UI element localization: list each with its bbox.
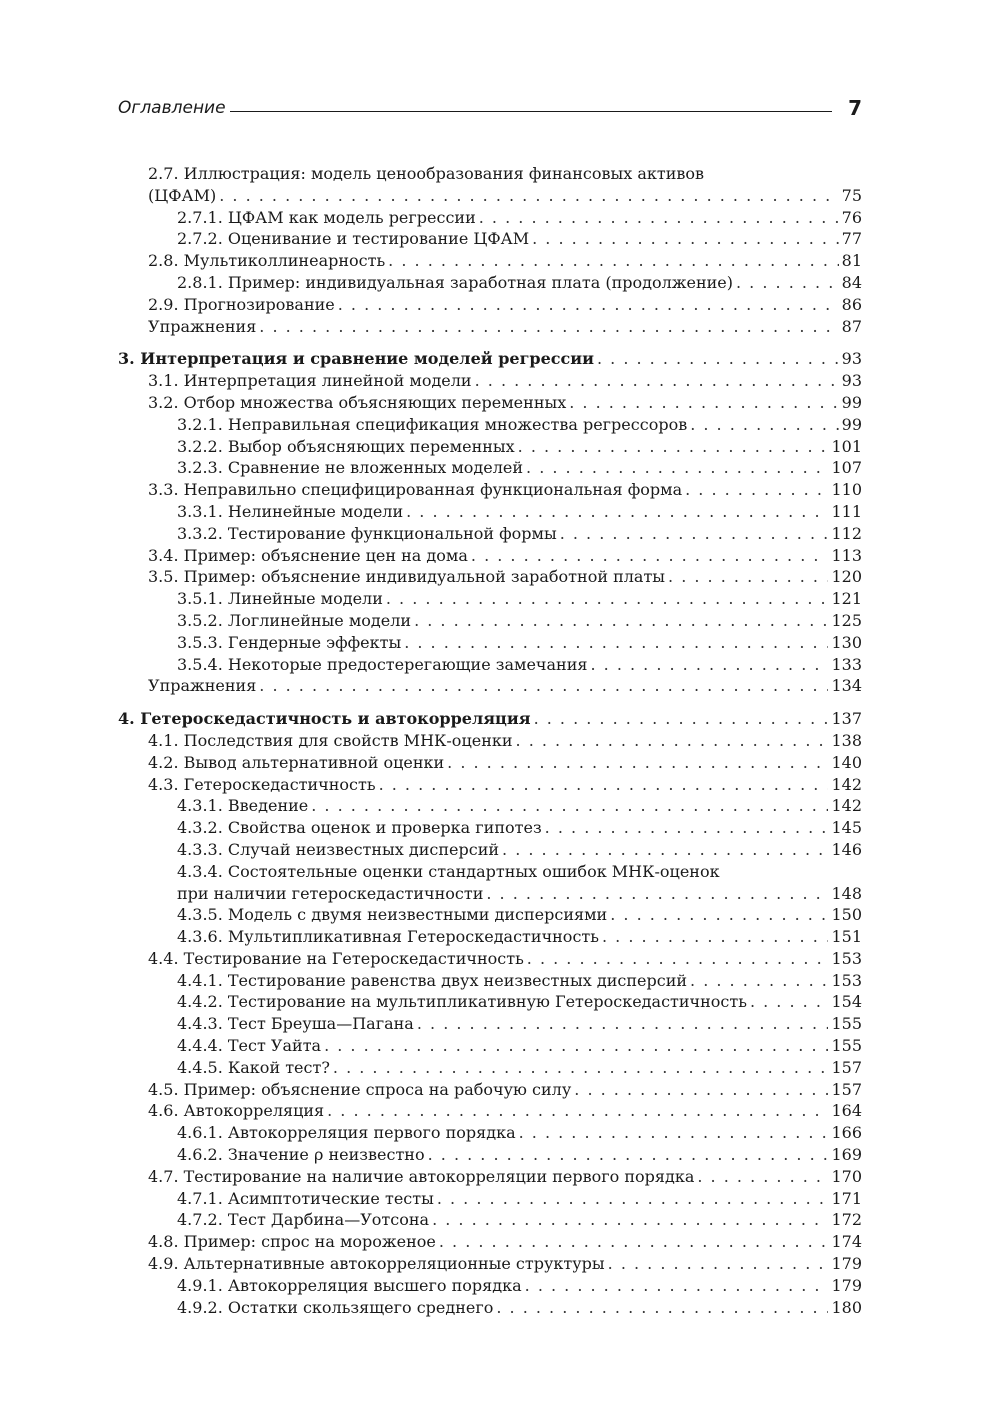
- toc-entry-page: 133: [831, 654, 862, 674]
- toc-entry[interactable]: [118, 228, 862, 250]
- header-rule: [226, 111, 832, 112]
- toc-entry-page: 153: [831, 970, 862, 990]
- toc-entry-title: 2.8. Мультиколлинеарность: [148, 251, 386, 271]
- toc-entry-page: 75: [841, 185, 862, 205]
- toc-entry-title: 4.6.1. Автокорреляция первого порядка: [177, 1123, 516, 1143]
- dot-leader: [668, 566, 828, 588]
- dot-leader: [386, 588, 829, 610]
- dot-leader: [690, 970, 828, 992]
- table-of-contents: [118, 163, 862, 1318]
- toc-entry-page: 164: [831, 1101, 862, 1121]
- toc-entry-page: 76: [841, 207, 862, 227]
- dot-leader: [690, 414, 838, 436]
- toc-entry-page: 150: [831, 905, 862, 925]
- dot-leader: [447, 752, 828, 774]
- toc-entry-page: 155: [831, 1014, 862, 1034]
- toc-entry-title: 4.4.5. Какой тест?: [177, 1057, 330, 1077]
- toc-entry[interactable]: [118, 1057, 862, 1079]
- toc-entry-title: 4.4.1. Тестирование равенства двух неизвестных дисперсий: [177, 970, 688, 990]
- dot-leader: [518, 436, 829, 458]
- toc-entry[interactable]: [118, 1035, 862, 1057]
- toc-entry-page: 86: [841, 294, 862, 314]
- dot-leader: [388, 250, 838, 272]
- dot-leader: [404, 632, 828, 654]
- toc-entry-title: 3.2.1. Неправильная спецификация множества регрессоров: [177, 414, 688, 434]
- toc-entry-title: 4.3.4. Состоятельные оценки стандартных ошибок МНК-оценок: [177, 861, 720, 881]
- toc-entry[interactable]: [118, 1231, 862, 1253]
- toc-entry-title: 4.7.1. Асимптотические тесты: [177, 1188, 434, 1208]
- toc-entry[interactable]: [118, 904, 862, 926]
- toc-entry[interactable]: [118, 1079, 862, 1101]
- dot-leader: [519, 1122, 829, 1144]
- toc-entry-page: 148: [831, 883, 862, 903]
- dot-leader: [439, 1231, 829, 1253]
- toc-entry[interactable]: [118, 1209, 862, 1231]
- toc-entry-page: 125: [831, 610, 862, 630]
- toc-entry-page: 174: [831, 1232, 862, 1252]
- toc-entry[interactable]: [118, 163, 862, 185]
- dot-leader: [496, 1297, 828, 1319]
- toc-entry-page: 145: [831, 818, 862, 838]
- toc-entry-title: 3.1. Интерпретация линейной модели: [148, 371, 472, 391]
- dot-leader: [428, 1144, 829, 1166]
- dot-leader: [338, 294, 839, 316]
- toc-entry-title: 2.7.2. Оценивание и тестирование ЦФАМ: [177, 229, 530, 249]
- dot-leader: [736, 272, 839, 294]
- toc-entry-title: 4.9.2. Остатки скользящего среднего: [177, 1297, 494, 1317]
- toc-entry-title: 3.5.4. Некоторые предостерегающие замечания: [177, 654, 588, 674]
- dot-leader: [259, 675, 828, 697]
- toc-entry[interactable]: [118, 566, 862, 588]
- dot-leader: [414, 610, 828, 632]
- dot-leader: [219, 185, 838, 207]
- toc-entry-title: 4.3.2. Свойства оценок и проверка гипотез: [177, 818, 542, 838]
- dot-leader: [379, 774, 829, 796]
- toc-entry-page: 93: [841, 371, 862, 391]
- toc-entry[interactable]: [118, 883, 862, 905]
- dot-leader: [479, 207, 839, 229]
- toc-entry[interactable]: [118, 545, 862, 567]
- toc-entry[interactable]: [118, 1297, 862, 1319]
- toc-entry[interactable]: [118, 207, 862, 229]
- toc-entry-title: при наличии гетероскедастичности: [177, 883, 484, 903]
- dot-leader: [610, 904, 828, 926]
- toc-entry-page: 142: [831, 796, 862, 816]
- toc-entry[interactable]: [118, 861, 862, 883]
- toc-entry[interactable]: [118, 185, 862, 207]
- toc-entry-title: 4.8. Пример: спрос на мороженое: [148, 1232, 436, 1252]
- toc-entry[interactable]: [118, 479, 862, 501]
- toc-entry-title: 3.5.3. Гендерные эффекты: [177, 632, 402, 652]
- dot-leader: [527, 948, 829, 970]
- toc-entry[interactable]: [118, 1122, 862, 1144]
- toc-entry-page: 99: [841, 414, 862, 434]
- dot-leader: [569, 392, 838, 414]
- toc-entry-title: 4.3.1. Введение: [177, 796, 309, 816]
- toc-entry[interactable]: [118, 795, 862, 817]
- toc-entry-page: 130: [831, 632, 862, 652]
- dot-leader: [525, 1275, 829, 1297]
- dot-leader: [311, 795, 828, 817]
- dot-leader: [750, 991, 829, 1013]
- dot-leader: [602, 926, 828, 948]
- toc-entry-title: 2.9. Прогнозирование: [148, 294, 335, 314]
- toc-entry-page: 111: [831, 501, 862, 521]
- toc-entry-title: Упражнения: [148, 316, 257, 336]
- toc-entry[interactable]: [118, 730, 862, 752]
- toc-entry[interactable]: [118, 1166, 862, 1188]
- dot-leader: [574, 1079, 828, 1101]
- toc-entry-title: 4.4.3. Тест Бреуша—Пагана: [177, 1014, 414, 1034]
- toc-entry-page: 171: [831, 1188, 862, 1208]
- dot-leader: [327, 1100, 828, 1122]
- toc-entry-title: 3.5.2. Логлинейные модели: [177, 610, 412, 630]
- dot-leader: [545, 817, 829, 839]
- toc-entry[interactable]: [118, 250, 862, 272]
- toc-entry-page: 142: [831, 774, 862, 794]
- toc-entry-page: 157: [831, 1079, 862, 1099]
- toc-entry[interactable]: [118, 1100, 862, 1122]
- toc-entry-page: 101: [831, 436, 862, 456]
- toc-entry-page: 110: [831, 480, 862, 500]
- toc-entry-page: 77: [841, 229, 862, 249]
- toc-entry-title: 4.7. Тестирование на наличие автокорреляции первого порядка: [148, 1166, 695, 1186]
- dot-leader: [526, 457, 828, 479]
- dot-leader: [597, 348, 839, 370]
- toc-chapter-entry[interactable]: [118, 708, 862, 730]
- toc-entry-title: (ЦФАМ): [148, 185, 217, 205]
- dot-leader: [471, 545, 829, 567]
- toc-entry-title: 4.3.5. Модель с двумя неизвестными дисперсиями: [177, 905, 608, 925]
- toc-entry-title: 3.2.3. Сравнение не вложенных моделей: [177, 458, 524, 478]
- toc-entry-page: 87: [841, 316, 862, 336]
- toc-entry-title: 3.3. Неправильно специфицированная функциональная форма: [148, 480, 683, 500]
- toc-entry-title: 4.4.4. Тест Уайта: [177, 1036, 322, 1056]
- toc-entry[interactable]: [118, 392, 862, 414]
- toc-entry-page: 179: [831, 1275, 862, 1295]
- dot-leader: [502, 839, 828, 861]
- toc-entry[interactable]: [118, 272, 862, 294]
- toc-entry[interactable]: [118, 1144, 862, 1166]
- toc-entry-page: 140: [831, 752, 862, 772]
- page-number: 7: [848, 96, 862, 120]
- toc-entry-page: 112: [831, 523, 862, 543]
- dot-leader: [608, 1253, 829, 1275]
- toc-entry-page: 93: [841, 349, 862, 369]
- toc-entry[interactable]: [118, 948, 862, 970]
- dot-leader: [432, 1209, 828, 1231]
- toc-entry-page: 169: [831, 1145, 862, 1165]
- toc-entry[interactable]: [118, 839, 862, 861]
- toc-entry-title: 2.7. Иллюстрация: модель ценообразования финансовых активов: [148, 164, 705, 183]
- dot-leader: [333, 1057, 829, 1079]
- dot-leader: [406, 501, 828, 523]
- dot-leader: [560, 523, 829, 545]
- toc-entry-page: 84: [841, 272, 862, 292]
- toc-entry-title: 4. Гетероскедастичность и автокорреляция: [118, 709, 531, 729]
- toc-entry-title: 3.5. Пример: объяснение индивидуальной заработной платы: [148, 567, 666, 587]
- toc-entry-page: 146: [831, 839, 862, 859]
- toc-entry-page: 134: [831, 676, 862, 696]
- dot-leader: [697, 1166, 828, 1188]
- toc-entry[interactable]: [118, 774, 862, 796]
- toc-entry-page: 154: [831, 992, 862, 1012]
- toc-entry-title: 4.2. Вывод альтернативной оценки: [148, 752, 445, 772]
- toc-entry-page: 153: [831, 948, 862, 968]
- toc-entry-page: 137: [831, 709, 862, 729]
- toc-entry[interactable]: [118, 675, 862, 697]
- toc-entry-title: 3.5.1. Линейные модели: [177, 589, 383, 609]
- toc-entry-page: 179: [831, 1254, 862, 1274]
- toc-entry-title: 4.1. Последствия для свойств МНК-оценки: [148, 730, 513, 750]
- toc-entry-page: 113: [831, 545, 862, 565]
- toc-entry-title: Упражнения: [148, 676, 257, 696]
- toc-entry-title: 4.4. Тестирование на Гетероскедастичность: [148, 948, 524, 968]
- toc-entry-page: 151: [831, 927, 862, 947]
- toc-entry[interactable]: [118, 610, 862, 632]
- toc-entry[interactable]: [118, 817, 862, 839]
- toc-entry-page: 180: [831, 1297, 862, 1317]
- toc-entry[interactable]: [118, 1188, 862, 1210]
- toc-entry-page: 107: [831, 458, 862, 478]
- dot-leader: [437, 1188, 829, 1210]
- dot-leader: [534, 708, 829, 730]
- dot-leader: [516, 730, 829, 752]
- toc-entry[interactable]: [118, 294, 862, 316]
- dot-leader: [324, 1035, 828, 1057]
- toc-entry-page: 120: [831, 567, 862, 587]
- toc-entry[interactable]: [118, 523, 862, 545]
- toc-entry-title: 4.6.2. Значение ρ неизвестно: [177, 1145, 425, 1165]
- toc-entry[interactable]: [118, 501, 862, 523]
- toc-entry[interactable]: [118, 632, 862, 654]
- toc-entry[interactable]: [118, 457, 862, 479]
- toc-entry-title: 3.3.2. Тестирование функциональной формы: [177, 523, 557, 543]
- toc-entry[interactable]: [118, 926, 862, 948]
- toc-entry-title: 4.5. Пример: объяснение спроса на рабочую силу: [148, 1079, 572, 1099]
- toc-entry-page: 166: [831, 1123, 862, 1143]
- toc-entry[interactable]: [118, 1013, 862, 1035]
- toc-entry-page: 172: [831, 1210, 862, 1230]
- toc-entry-title: 4.3.3. Случай неизвестных дисперсий: [177, 839, 500, 859]
- dot-leader: [590, 654, 828, 676]
- toc-entry-title: 3.4. Пример: объяснение цен на дома: [148, 545, 468, 565]
- toc-entry-title: 3.2. Отбор множества объясняющих переменных: [148, 392, 567, 412]
- dot-leader: [417, 1013, 829, 1035]
- dot-leader: [486, 883, 828, 905]
- toc-entry-page: 121: [831, 589, 862, 609]
- toc-entry-page: 170: [831, 1166, 862, 1186]
- toc-entry-title: 4.9.1. Автокорреляция высшего порядка: [177, 1275, 522, 1295]
- toc-entry-page: 155: [831, 1036, 862, 1056]
- toc-entry-title: 2.8.1. Пример: индивидуальная заработная плата (продолжение): [177, 272, 733, 292]
- toc-entry[interactable]: [118, 414, 862, 436]
- toc-entry-title: 4.3.6. Мультипликативная Гетероскедастичность: [177, 927, 599, 947]
- toc-entry-title: 3.2.2. Выбор объясняющих переменных: [177, 436, 515, 456]
- toc-entry-page: 99: [841, 392, 862, 412]
- toc-entry-page: 157: [831, 1057, 862, 1077]
- toc-entry[interactable]: [118, 752, 862, 774]
- dot-leader: [685, 479, 828, 501]
- toc-entry-page: 81: [841, 251, 862, 271]
- toc-entry-title: 3.3.1. Нелинейные модели: [177, 501, 404, 521]
- toc-entry-title: 4.7.2. Тест Дарбина—Уотсона: [177, 1210, 430, 1230]
- toc-entry[interactable]: [118, 991, 862, 1013]
- dot-leader: [259, 316, 838, 338]
- toc-entry-title: 4.9. Альтернативные автокорреляционные структуры: [148, 1254, 605, 1274]
- toc-entry[interactable]: [118, 1275, 862, 1297]
- toc-entry[interactable]: [118, 970, 862, 992]
- toc-entry-page: 138: [831, 730, 862, 750]
- header-title: Оглавление: [118, 94, 230, 122]
- dot-leader: [532, 228, 839, 250]
- toc-entry-title: 3. Интерпретация и сравнение моделей регрессии: [118, 349, 594, 369]
- toc-entry-title: 4.3. Гетероскедастичность: [148, 774, 376, 794]
- toc-entry-title: 4.4.2. Тестирование на мультипликативную Гетероскедастичность: [177, 992, 747, 1012]
- toc-entry[interactable]: [118, 654, 862, 676]
- toc-entry[interactable]: [118, 316, 862, 338]
- toc-chapter-entry[interactable]: [118, 348, 862, 370]
- dot-leader: [475, 370, 839, 392]
- running-header: [118, 94, 862, 122]
- toc-entry[interactable]: [118, 370, 862, 392]
- toc-entry-title: 4.6. Автокорреляция: [148, 1101, 325, 1121]
- toc-entry[interactable]: [118, 436, 862, 458]
- toc-entry[interactable]: [118, 588, 862, 610]
- toc-entry[interactable]: [118, 1253, 862, 1275]
- toc-entry-title: 2.7.1. ЦФАМ как модель регрессии: [177, 207, 476, 227]
